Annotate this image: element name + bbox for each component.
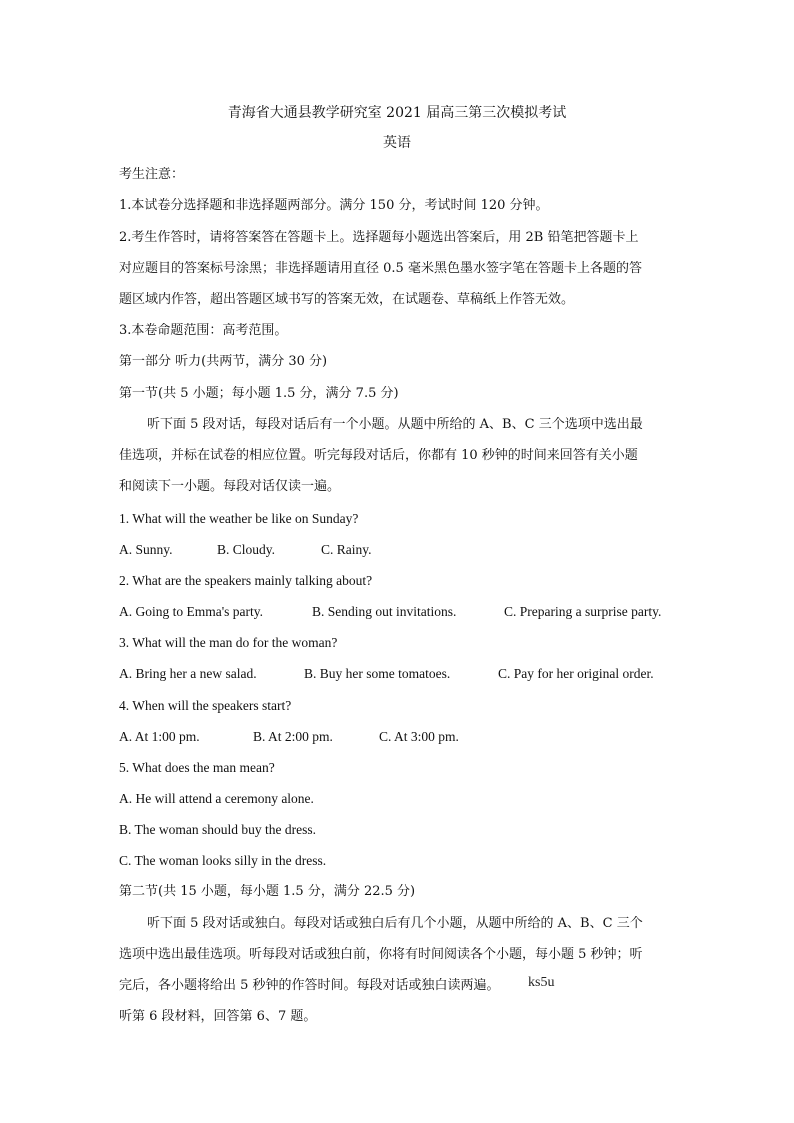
question-1: 1. What will the weather be like on Sunday? xyxy=(119,511,359,526)
notice-item-2-line-3: 题区域内作答，超出答题区域书写的答案无效，在试题卷、草稿纸上作答无效。 xyxy=(119,292,575,307)
subject-title: 英语 xyxy=(383,135,411,151)
question-3-options xyxy=(119,666,676,682)
question-5: 5. What does the man mean? xyxy=(119,760,275,775)
section1-instruction-line-1: 听下面 5 段对话，每段对话后有一个小题。从题中所给的 A、B、C 三个选项中选出最 xyxy=(147,417,643,432)
notice-item-1: 1.本试卷分选择题和非选择题两部分。满分 150 分，考试时间 120 分钟。 xyxy=(119,198,549,213)
option-a[interactable]: A. Sunny. xyxy=(119,542,173,557)
notice-heading: 考生注意： xyxy=(119,167,185,182)
option-c[interactable]: C. Preparing a surprise party. xyxy=(504,604,662,619)
option-c[interactable]: C. At 3:00 pm. xyxy=(379,729,459,744)
part1-heading: 第一部分 听力(共两节，满分 30 分) xyxy=(119,354,328,369)
material-intro: 听第 6 段材料，回答第 6、7 题。 xyxy=(119,1009,317,1024)
section2-instruction-line-1: 听下面 5 段对话或独白。每段对话或独白后有几个小题，从题中所给的 A、B、C 三个 xyxy=(147,916,643,931)
question-4: 4. When will the speakers start? xyxy=(119,698,292,713)
question-2: 2. What are the speakers mainly talking about? xyxy=(119,573,373,588)
question-3: 3. What will the man do for the woman? xyxy=(119,635,338,650)
option-c[interactable]: C. Pay for her original order. xyxy=(498,666,654,681)
option-a[interactable]: A. He will attend a ceremony alone. xyxy=(119,791,314,806)
section2-heading: 第二节(共 15 小题，每小题 1.5 分，满分 22.5 分) xyxy=(119,884,416,899)
option-b[interactable]: B. The woman should buy the dress. xyxy=(119,822,316,837)
question-4-options xyxy=(119,729,676,745)
notice-item-3: 3.本卷命题范围：高考范围。 xyxy=(119,323,288,338)
option-b[interactable]: B. Buy her some tomatoes. xyxy=(304,666,451,681)
section1-instruction-line-3: 和阅读下一小题。每段对话仅读一遍。 xyxy=(119,479,341,494)
option-c[interactable]: C. Rainy. xyxy=(321,542,372,557)
notice-item-2-line-2: 对应题目的答案标号涂黑；非选择题请用直径 0.5 毫米黑色墨水签字笔在答题卡上各题的答 xyxy=(119,261,642,276)
option-a[interactable]: A. At 1:00 pm. xyxy=(119,729,200,744)
question-1-options xyxy=(119,542,676,558)
section1-heading: 第一节(共 5 小题；每小题 1.5 分，满分 7.5 分) xyxy=(119,386,399,401)
option-b[interactable]: B. At 2:00 pm. xyxy=(253,729,333,744)
option-a[interactable]: A. Going to Emma's party. xyxy=(119,604,264,619)
section1-instruction-line-2: 佳选项，并标在试卷的相应位置。听完每段对话后，你都有 10 秒钟的时间来回答有关小题 xyxy=(119,448,638,463)
section2-instruction-line-2: 选项中选出最佳选项。听每段对话或独白前，你将有时间阅读各个小题，每小题 5 秒钟；听 xyxy=(119,947,643,962)
question-2-options xyxy=(119,604,676,620)
section2-instruction-line-3: 完后，各小题将给出 5 秒钟的作答时间。每段对话或独白读两遍。 xyxy=(119,978,500,993)
exam-title: 青海省大通县教学研究室 2021 届高三第三次模拟考试 xyxy=(227,105,567,121)
option-c[interactable]: C. The woman looks silly in the dress. xyxy=(119,853,327,868)
option-b[interactable]: B. Sending out invitations. xyxy=(312,604,457,619)
notice-item-2-line-1: 2.考生作答时，请将答案答在答题卡上。选择题每小题选出答案后，用 2B 铅笔把答题卡上 xyxy=(119,230,639,245)
option-b[interactable]: B. Cloudy. xyxy=(217,542,276,557)
watermark-text: ks5u xyxy=(528,975,555,990)
option-a[interactable]: A. Bring her a new salad. xyxy=(119,666,257,681)
